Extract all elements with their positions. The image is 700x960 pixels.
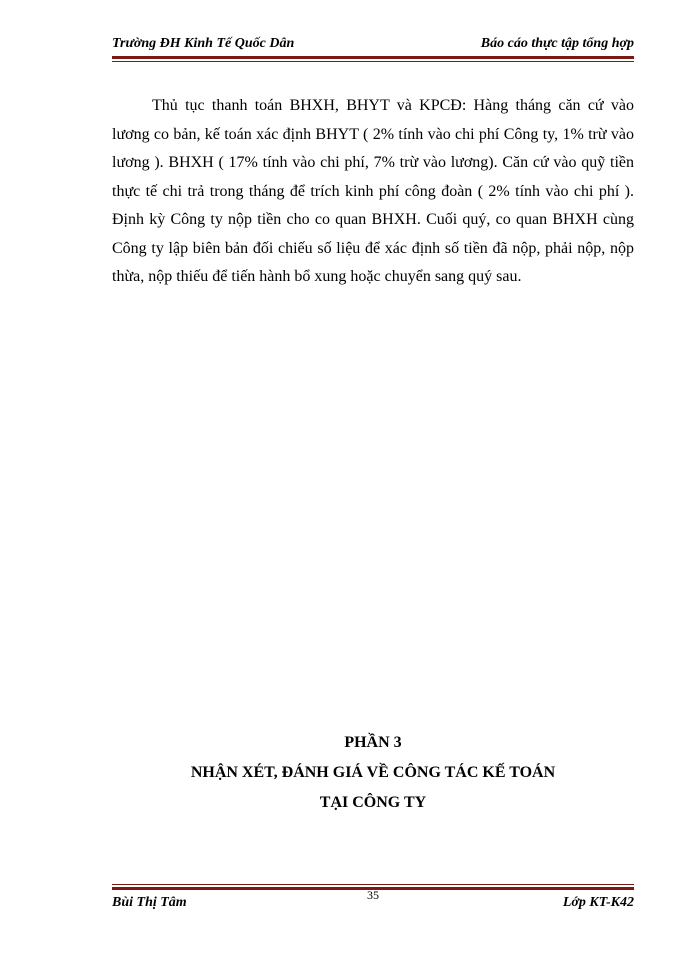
header-report-title: Báo cáo thực tập tổng hợp [480, 36, 634, 51]
footer-author: Bùi Thị Tâm [112, 895, 187, 910]
footer-rule-thin [112, 884, 634, 885]
page-footer [112, 888, 634, 913]
header-school-name: Trường ĐH Kinh Tế Quốc Dân [112, 36, 295, 51]
section-number: PHẦN 3 [344, 734, 402, 751]
section-title-line-2: TẠI CÔNG TY [319, 794, 427, 811]
page-number: 35 [367, 888, 379, 902]
footer-class: Lớp KT-K42 [562, 895, 634, 910]
page-header [112, 36, 634, 56]
header-rule-thin [112, 61, 634, 62]
section-title-line-1: NHẬN XÉT, ĐÁNH GIÁ VỀ CÔNG TÁC KẾ TOÁN [190, 764, 556, 781]
section-heading [112, 728, 634, 818]
header-rule-thick [112, 56, 634, 59]
body-paragraph: Thủ tục thanh toán BHXH, BHYT và KPCĐ: Hàng tháng căn cứ vào lương co bản, kế toán xác định BHYT ( 2% tính vào chi phí Công ty, 1% trừ vào lương ). BHXH ( 17% tính vào chi phí, 7% trừ vào lương). Căn cứ vào quỹ tiền thực tế chi trả trong tháng để trích kinh phí công đoàn ( 2% tính vào chi phí ). Định kỳ Công ty nộp tiền cho co quan BHXH. Cuối quý, co quan BHXH cùng Công ty lập biên bản đối chiếu số liệu để xác định số tiền đã nộp, phải nộp, nộp thừa, nộp thiếu để tiến hành bổ xung hoặc chuyển sang quý sau. [112, 97, 634, 285]
